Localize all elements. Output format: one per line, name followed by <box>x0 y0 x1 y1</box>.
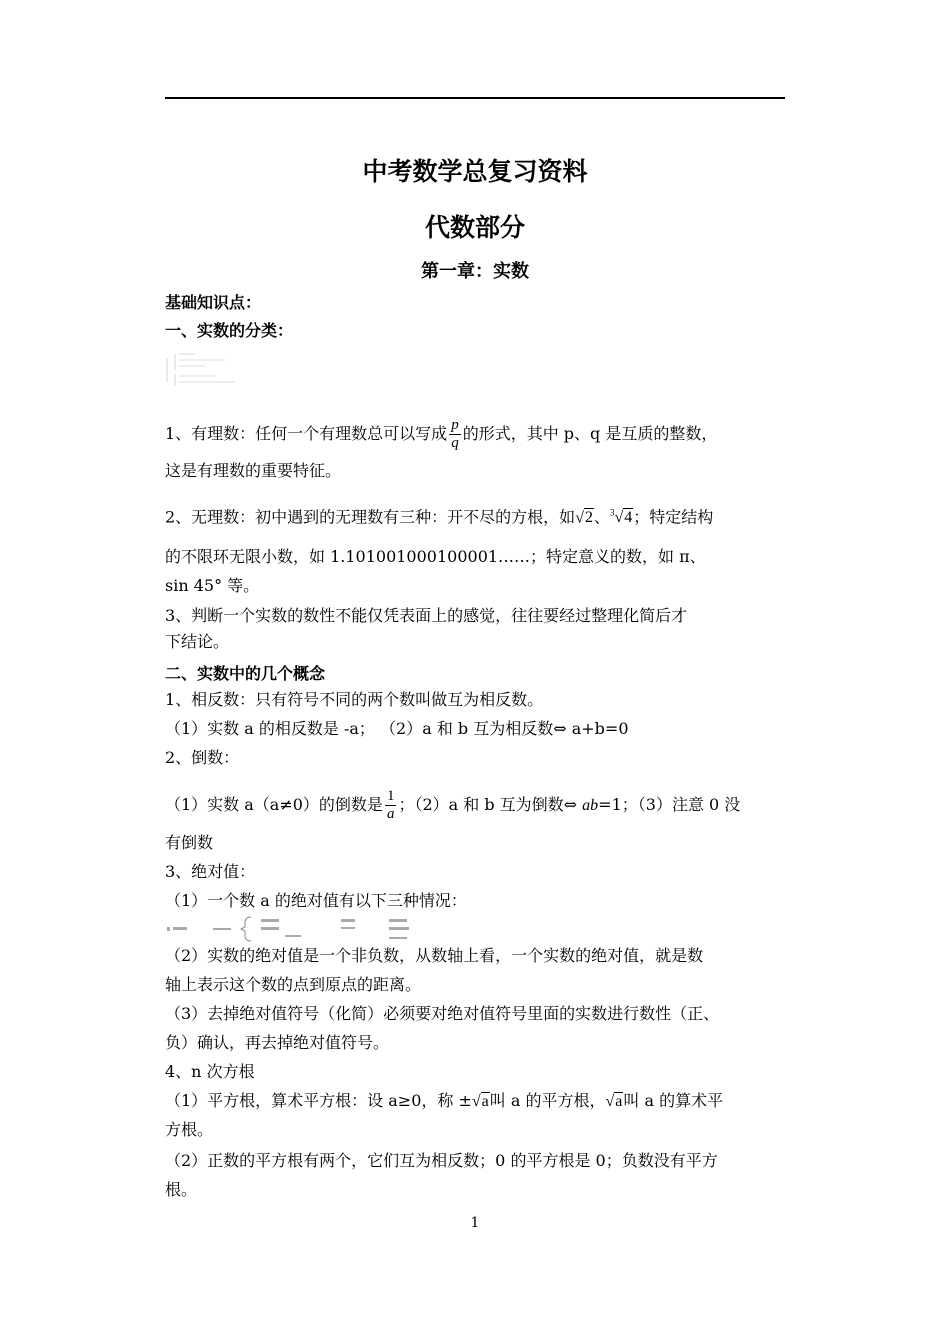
chapter-title: 第一章：实数 <box>421 261 529 282</box>
cbrt-4: $^3$√4 <box>609 508 633 527</box>
sqrt-2: √2 <box>575 509 593 527</box>
paragraph-irrational-2: 的不限环无限小数，如 1.101001000100001……；特定意义的数，如 π、 <box>165 547 706 566</box>
classification-diagram <box>165 350 245 390</box>
paragraph-judge-2: 下结论。 <box>165 632 230 651</box>
concept-nth-root: 4、n 次方根 <box>165 1062 255 1081</box>
paragraph-rational-2: 这是有理数的重要特征。 <box>165 461 342 480</box>
concept-reciprocal: 2、倒数： <box>165 748 240 767</box>
absolute-nonnegative-2: 轴上表示这个数的点到原点的距离。 <box>165 975 422 994</box>
concept-reciprocal-detail-2: 有倒数 <box>165 833 214 852</box>
paragraph-irrational: 2、无理数：初中遇到的无理数有三种：开不尽的方根，如√2、$^3$√4；特定结构 <box>165 507 714 527</box>
header-rule <box>165 97 785 99</box>
concept-opposite-detail: （1）实数 a 的相反数是 -a； （2）a 和 b 互为相反数⇔ a+b=0 <box>165 719 629 738</box>
paragraph-rational: 1、有理数：任何一个有理数总可以写成 $\frac{p}{q}$ 的形式，其中 p、q 是互质的整数， <box>165 417 718 451</box>
square-root-def: （1）平方根，算术平方根：设 a≥0，称 ±√a叫 a 的平方根，√a叫 a 的算术平 <box>165 1091 724 1110</box>
basic-points-heading: 基础知识点： <box>165 293 262 312</box>
paragraph-judge: 3、判断一个实数的数性不能仅凭表面上的感觉，往往要经过整理化简后才 <box>165 606 688 625</box>
square-root-def-2: 方根。 <box>165 1120 214 1139</box>
sqrt-a-arith: √a <box>605 1093 623 1110</box>
absolute-nonnegative: （2）实数的绝对值是一个非负数，从数轴上看，一个实数的绝对值，就是数 <box>165 946 704 965</box>
paragraph-irrational-3: sin 45° 等。 <box>165 576 260 595</box>
absolute-remove: （3）去掉绝对值符号（化简）必须要对绝对值符号里面的实数进行数性（正、 <box>165 1004 720 1023</box>
document-title: 中考数学总复习资料 <box>362 157 588 186</box>
part-title: 代数部分 <box>424 213 525 242</box>
concept-absolute: 3、绝对值： <box>165 862 256 881</box>
absolute-remove-2: 负）确认，再去掉绝对值符号。 <box>165 1033 390 1052</box>
concept-absolute-cases: （1）一个数 a 的绝对值有以下三种情况： <box>165 891 467 910</box>
page-number: 1 <box>470 1215 480 1231</box>
concept-reciprocal-detail: （1）实数 a（a≠0）的倒数是 $\frac{1}{a}$ ；（2）a 和 b 互为倒数⇔ ab=1；（3）注意 0 没 <box>165 788 741 822</box>
fraction-p-over-q: $\frac{p}{q}$ <box>451 417 459 451</box>
sqrt-a: √a <box>471 1093 489 1110</box>
concept-opposite: 1、相反数：只有符号不同的两个数叫做互为相反数。 <box>165 690 544 709</box>
square-root-positive: （2）正数的平方根有两个，它们互为相反数；0 的平方根是 0；负数没有平方 <box>165 1151 718 1170</box>
fraction-1-over-a: $\frac{1}{a}$ <box>386 788 395 822</box>
absolute-value-formula-image <box>165 915 445 943</box>
square-root-positive-2: 根。 <box>165 1180 198 1199</box>
section1-heading: 一、实数的分类： <box>165 321 294 340</box>
section2-heading: 二、实数中的几个概念 <box>165 664 326 683</box>
